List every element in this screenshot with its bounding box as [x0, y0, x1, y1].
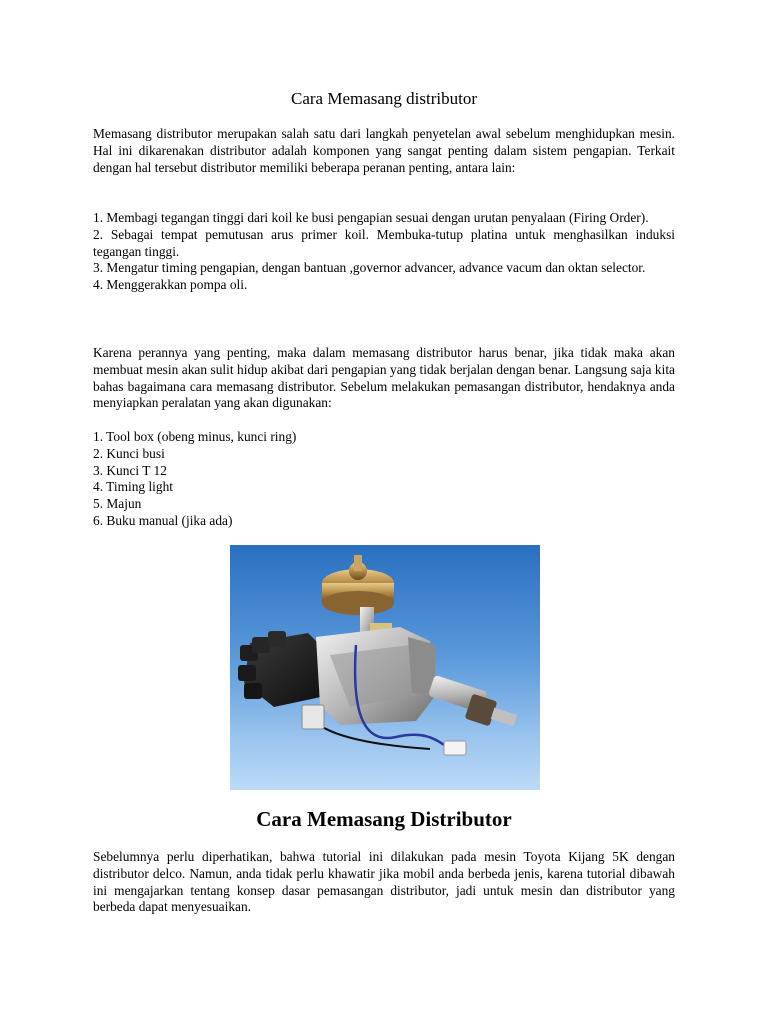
- list-item: 4. Timing light: [93, 479, 174, 495]
- functions-list: [93, 210, 675, 294]
- list-item: 6. Buku manual (jika ada): [93, 512, 233, 528]
- body-paragraph: Karena perannya yang penting, maka dalam memasang distributor harus benar, jika tidak maka akan membuat mesin akan sulit hidup akibat dari pengapian yang tidak berjalan dengan benar. Langsung saja kita bahas bagaimana cara memasang distributor. Sebelum melakukan pemasangan distributor, hendaknya anda menyiapkan peralatan yang akan digunakan:: [93, 345, 675, 411]
- distributor-photo: [230, 545, 540, 790]
- list-item: 1. Membagi tegangan tinggi dari koil ke busi pengapian sesuai dengan urutan penyalaan (Firing Order).: [93, 210, 649, 225]
- body-paragraph: Sebelumnya perlu diperhatikan, bahwa tutorial ini dilakukan pada mesin Toyota Kijang 5K dengan distributor delco. Namun, anda tidak perlu khawatir jika mobil anda berbeda jenis, karena tutorial dibawah ini mengajarkan tentang konsep dasar pemasangan distributor, jadi untuk mesin dan distributor yang berbeda dapat menyesuaikan.: [93, 849, 675, 915]
- tools-list: [93, 429, 675, 530]
- list-item: 2. Kunci busi: [93, 445, 165, 461]
- list-item: 2. Sebagai tempat pemutusan arus primer koil. Membuka-tutup platina untuk menghasilkan induksi tegangan tinggi.: [93, 226, 675, 259]
- page-title: Cara Memasang distributor: [290, 89, 477, 108]
- list-item: 3. Kunci T 12: [93, 462, 167, 478]
- section-heading: Cara Memasang Distributor: [256, 807, 512, 831]
- list-item: 3. Mengatur timing pengapian, dengan bantuan ,governor advancer, advance vacum dan oktan selector.: [93, 260, 646, 276]
- list-item: 5. Majun: [93, 496, 142, 512]
- list-item: 1. Tool box (obeng minus, kunci ring): [93, 429, 297, 444]
- intro-paragraph: Memasang distributor merupakan salah satu dari langkah penyetelan awal sebelum menghidupkan mesin. Hal ini dikarenakan distributor adalah komponen yang sangat penting dalam sistem pengapian. Terkait dengan hal tersebut distributor memiliki beberapa peranan penting, antara lain:: [93, 126, 675, 175]
- list-item: 4. Menggerakkan pompa oli.: [93, 277, 248, 293]
- distributor-illustration: [230, 545, 540, 790]
